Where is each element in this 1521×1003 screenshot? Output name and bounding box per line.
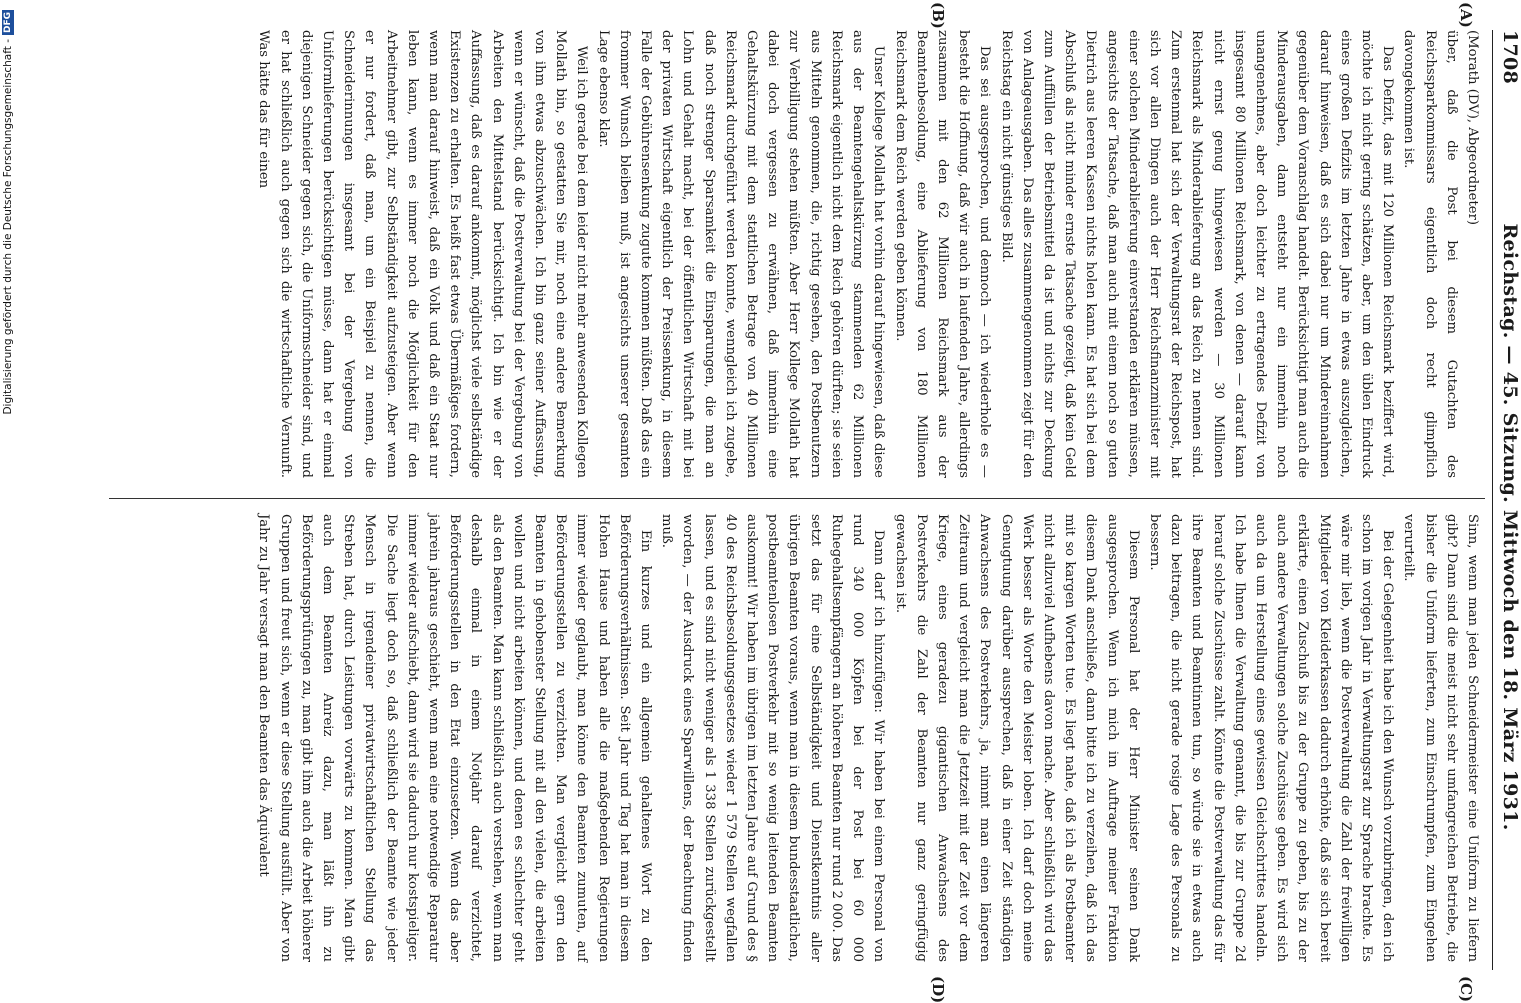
dfg-credit-text: Digitalisierung gefördert durch die Deutsche Forschungsgemeinschaft - bbox=[2, 39, 14, 415]
margin-marker-a: (A) bbox=[1457, 2, 1475, 28]
margin-marker-c: (C) bbox=[1457, 976, 1475, 1003]
paragraph: Das sei ausgesprochen, und dennoch — ich wiederhole es — besteht die Hoffnung, daß wir auch in laufenden Jahre, allerdings zusammen mit den 62 Millionen Reichsmark aus der Beamtenbesoldung, eine Ablieferung von 180 Millionen Reichsmark dem Reich werden geben können. bbox=[892, 30, 993, 478]
paragraph: Ein kurzes und ein allgemein gehaltenes Wort zu den Beförderungsverhältnissen. Seit Jahr und Tag hat man in diesem Hohen Hause und haben alle die maßgebenden Regierungen immer wieder geglaubt, man könne den Beamten zumuten, auf Beförderungsstellen zu verzichten. Man vergleicht gern den Beamten in gehobenster Stellung mit all den vielen, die arbeiten wollen und nicht arbeiten können, und denen es schlechter geht als den Beamten. Man kann schließlich auch verstehen, wenn man deshalb einmal in einem Notjahr darauf verzichtet, Beförderungsstellen in den Etat einzusetzen. Wenn das aber jahrein jahraus geschieht, wenn man eine notwendige Reparatur immer wieder aufschiebt, dann wird sie dadurch nur kostspieliger. Die Sache liegt doch so, daß schließlich der Beamte wie jeder Mensch in irgendeiner privatwirtschaftlichen Stellung das Streben hat, durch Leistungen vorwärts zu kommen. Man gibt auch dem Beamten Anreiz dazu, man läßt ihn zu Beförderungsprüfungen zu, man gibt ihm auch die Arbeit höherer Gruppen und freut sich, wenn er diese Stellung ausfüllt. Aber von Jahr zu Jahr versagt man den Beamten das Äquivalent bbox=[256, 514, 654, 962]
header-title: Reichstag. — 45. Sitzung. Mittwoch den 18. März 1931. bbox=[1499, 223, 1521, 831]
dfg-logo: DFG bbox=[3, 12, 13, 34]
paragraph: über, daß die Post bei diesem Gutachten des Reichssparkommissars eigentlich doch recht glimpflich davongekommen ist. bbox=[1401, 30, 1459, 478]
margin-marker-b: (B) bbox=[929, 2, 947, 29]
margin-marker-d: (D) bbox=[929, 976, 947, 1003]
paragraph: Bei der Gelegenheit habe ich den Wunsch vorzubringen, den ich schon im vorigen Jahr in Verwaltungsrat zur Sprache brachte. Es wäre mir lieb, wenn die Postverwaltung die Zahl der freiwilligen Mitglieder von Kleiderkassen dadurch erhöhte, daß sie sich bereit erklärte, einen Zuschuß bis zu der Gruppe zu geben, bis zu der auch andere Verwaltungen solche Zuschüsse geben. Es wird sich auch da um Herstellung eines gewissen Gleichschrittes handeln. Ich habe Ihnen die Verwaltung genannt, die bis zur Gruppe 2d herauf solche Zuschüsse zahlt. Könnte die Postverwaltung das für ihre Beamten und Beamtinnen tun, so würde sie in etwas auch dazu beitragen, die nicht gerade rosige Lage des Personals zu bessern. bbox=[1146, 514, 1396, 962]
page-header bbox=[1492, 30, 1521, 970]
paragraph: Sinn, wenn man jeden Schneidermeister eine Uniform zu liefern gibt? Dann sind die meist nicht sehr umfangreichen Betriebe, die bisher die Uniform lieferten, zum Einschrumpfen, zum Eingehen verurteilt. bbox=[1401, 514, 1480, 962]
page-number: 1708 bbox=[1499, 30, 1521, 85]
rotated-document-page bbox=[103, 2, 1521, 1003]
paragraph: Diesem Personal hat der Herr Minister seinen Dank ausgesprochen. Wenn ich mich im Auftrage meiner Fraktion diesem Dank anschließe, dann bitte ich zu verzeihen, daß ich das mit so kargen Worten tue. Es liegt nahe, daß ich als Postbeamter nicht allzuviel Aufhebens davon mache. Aber schließlich wird das Werk besser als Worte den Meister loben. Ich darf doch meine Genugtuung darüber aussprechen, daß in einer Zeit ständigen Anwachsens des Postverkehrs, ja, nimmt man einen längeren Zeitraum und vergleicht man die Jetztzeit mit der Zeit vor dem Kriege, eines geradezu gigantischen Anwachsens des Postverkehrs die Zahl der Beamten nur ganz geringfügig gewachsen ist. bbox=[892, 514, 1141, 962]
right-text-column bbox=[113, 514, 1483, 962]
left-text-column bbox=[113, 30, 1483, 478]
paragraph: Weil ich gerade bei dem leider nicht mehr anwesenden Kollegen Mollath bin, so gestatten Sie mir, noch eine andere Bemerkung von ihm etwas abzuschwächen. Ich bin ganz seiner Auffassung, wenn er wünscht, daß die Postverwaltung bei der Vergebung von Arbeiten den Mittelstand berücksichtigt. Ich bin wie er der Auffassung, daß es darauf ankommt, möglichst viele selbständige Existenzen zu erhalten. Es heißt fast etwas Übermäßiges fordern, wenn man darauf hinweist, daß ein Volk und daß ein Staat nur leben kann, wenn es immer noch die Möglichkeit für den Arbeitnehmer gibt, zur Selbständigkeit aufzusteigen. Aber wenn er nur fordert, daß man, um ein Beispiel zu nennen, die Schneiderinnungen insgesamt bei der Vergebung von Uniformlieferungen berücksichtigen müsse, dann hat er einmal diejenigen Schneider gegen sich, die Uniformschneider sind, und er hat schließlich auch gegen sich die wirtschaftliche Vernunft. Was hätte das für einen bbox=[256, 30, 590, 478]
speaker-line: (Morath (DV), Abgeordneter) bbox=[1465, 30, 1480, 226]
dfg-credit bbox=[1, 0, 15, 1000]
paragraph: Unser Kollege Mollath hat vorhin darauf hingewiesen, daß diese aus der Beamtengehaltskürzung stammenden 62 Millionen Reichsmark eigentlich nicht dem Reich gehören dürften; sie seien aus Mitteln genommen, die, richtig gesehen, den Postbenutzern zur Verbilligung stehen müßten. Aber Herr Kollege Mollath hat dabei doch vergessen zu erwähnen, daß immerhin eine Gehaltskürzung mit dem stattlichen Betrage von 40 Millionen Reichsmark durchgeführt werden konnte, wenngleich ich zugebe, daß noch strenger Sparsamkeit die Einsparungen, die man an Lohn und Gehalt macht, bei der öffentlichen Wirtschaft mit bei der privaten Wirtschaft eigentlich der Preissenkung, in diesem Falle der Gebührensenkung zugute kommen müßten. Daß das ein frommer Wunsch bleiben muß, ist angesichts unserer gesamten Lage ebenso klar. bbox=[595, 30, 887, 478]
paragraph: Dann darf ich hinzufügen: Wir haben bei einem Personal von rund 340 000 Köpfen bei der Post bei 60 000 Ruhegehaltsempfängern an höheren Beamten nur rund 2 000. Das setzt das für eine Selbständigkeit und Dienstkenntnis aller übrigen Beamten voraus, wenn man in diesem bundesstaatlichen, postbeamtenlosen Postverkehr mit so wenig leitenden Beamten auskommt! Wir haben im übrigen im letzten Jahre auf Grund des § 40 des Reichsbesoldungsgesetzes wieder 1 579 Stellen wegfallen lassen, und es sind nicht weniger als 1 338 Stellen zurückgestellt worden, — der Ausdruck eines Sparwillens, der Beachtung finden muß. bbox=[659, 514, 887, 962]
paragraph: Das Defizit, das mit 120 Millionen Reichsmark beziffert wird, möchte ich nicht gering schätzen, aber, um den üblen Eindruck eines großen Defizits im letzten Jahre in etwas auszugleichen, darauf hinweisen, daß es sich dabei nur um Mindereinnahmen gegenüber dem Voranschlag handelt. Berücksichtigt man auch die Minderausgaben, dann entsteht nur ein immerhin noch unangenehmes, aber doch leichter zu ertragendes Defizit von insgesamt 80 Millionen Reichsmark, von denen — darauf kann nicht ernst genug hingewiesen werden — 30 Millionen Reichsmark als Minderablieferung an das Reich zu nennen sind. Zum erstenmal hat sich der Verwaltungsrat der Reichspost, hat sich vor allen Dingen auch der Herr Reichsfinanzminister mit einer solchen Minderablieferung einverstanden erklären müssen, angesichts der Tatsache, daß man auch mit einem noch so guten Dietrich aus leeren Kassen nichts holen kann. Es hat sich bei dem Abschluß als nicht minder ernste Tatsache gezeigt, daß kein Geld zum Auffüllen der Betriebsmittel da ist und nichts zur Deckung von Anlageausgaben. Das alles zusammengenommen zeigt für den Reichstag ein nicht günstiges Bild. bbox=[998, 30, 1396, 478]
column-divider bbox=[109, 498, 1485, 499]
